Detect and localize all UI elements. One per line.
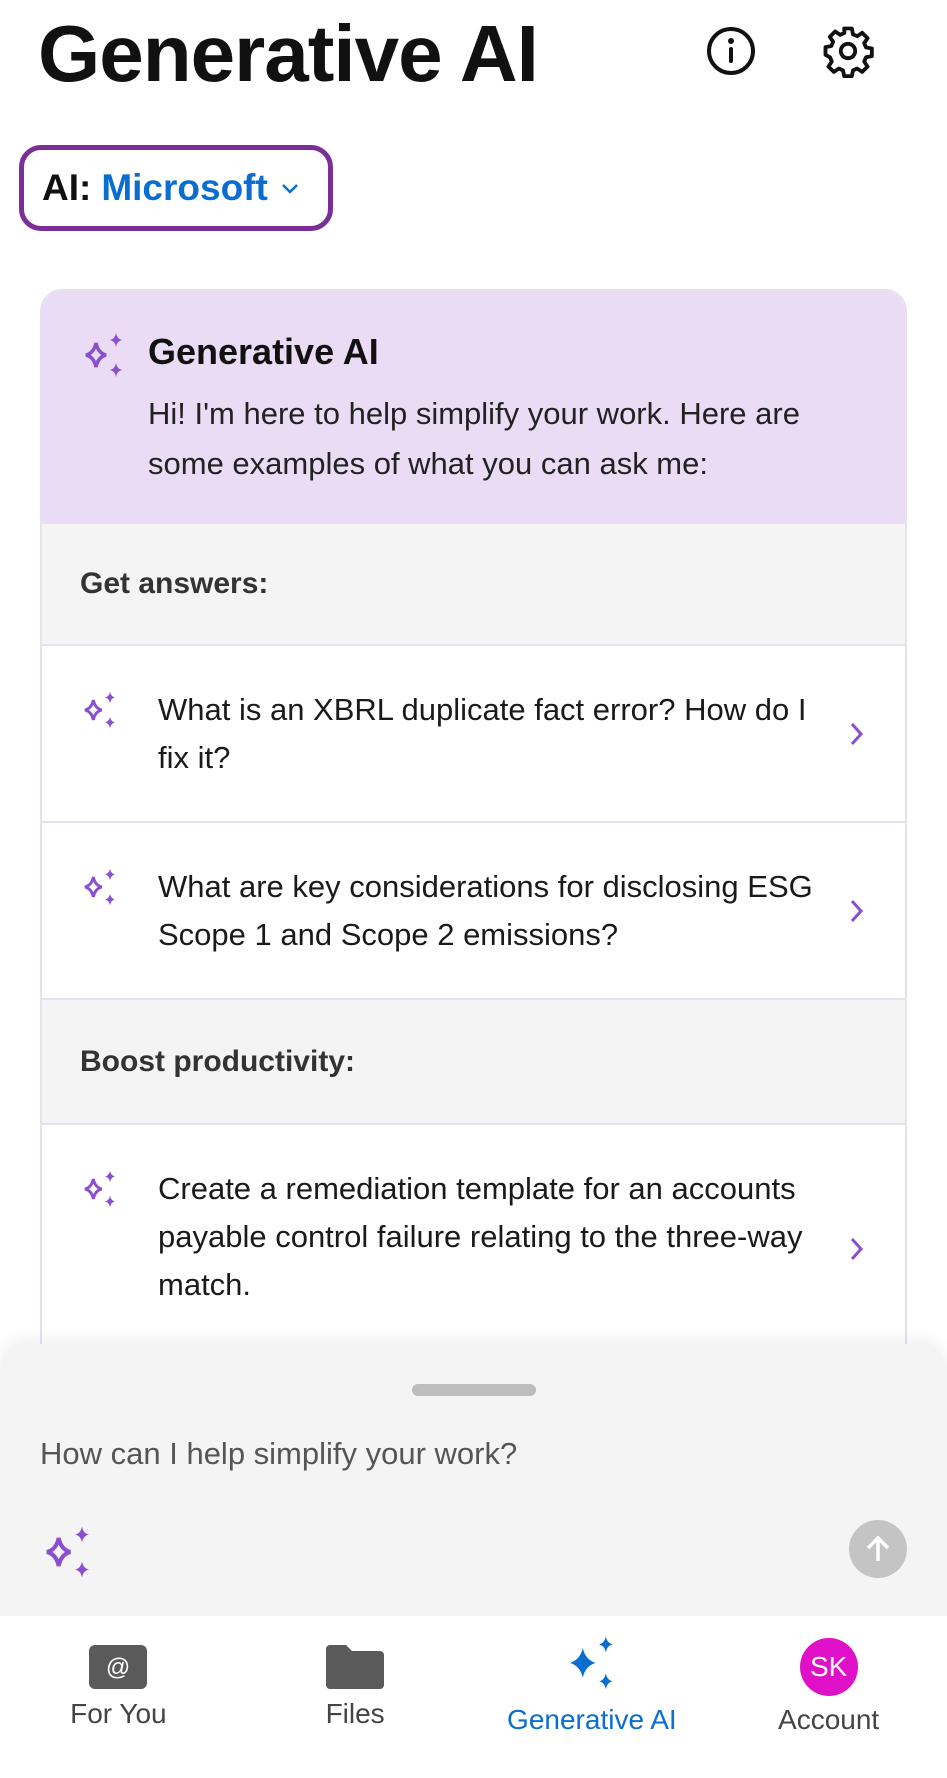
- suggestion-item[interactable]: [42, 1125, 905, 1349]
- sparkle-icon: [80, 331, 128, 379]
- tab-generative-ai[interactable]: [474, 1616, 711, 1778]
- page-title: Generative AI: [38, 9, 538, 98]
- tab-label: Account: [778, 1704, 880, 1735]
- selector-value: Microsoft: [101, 167, 268, 208]
- chevron-right-icon: [849, 720, 865, 748]
- tab-label: Generative AI: [507, 1704, 677, 1735]
- info-icon[interactable]: [704, 24, 758, 78]
- chevron-right-icon: [849, 1235, 865, 1263]
- card-title: Generative AI: [148, 331, 379, 372]
- suggestion-text: What is an XBRL duplicate fact error? How do I fix it?: [158, 692, 807, 775]
- chevron-down-icon: [280, 181, 300, 195]
- tab-account[interactable]: [710, 1616, 947, 1778]
- suggestion-item[interactable]: [42, 646, 905, 823]
- section-heading: Boost productivity:: [42, 1000, 905, 1125]
- tab-label: Files: [325, 1698, 385, 1729]
- gear-icon[interactable]: [821, 24, 875, 78]
- svg-text:@: @: [106, 1654, 131, 1681]
- sparkle-icon: [80, 690, 120, 730]
- at-sign-icon: [89, 1642, 147, 1692]
- folder-icon: [326, 1642, 384, 1692]
- tab-label: For You: [70, 1698, 167, 1729]
- suggestion-text: Create a remediation template for an accounts payable control failure relating to the three-way match.: [158, 1171, 803, 1302]
- card-header: [42, 291, 905, 524]
- sparkle-icon[interactable]: [40, 1524, 96, 1580]
- welcome-card: [40, 289, 907, 1349]
- avatar: SK: [800, 1638, 858, 1696]
- prompt-input[interactable]: [40, 1436, 900, 1472]
- drag-handle[interactable]: [412, 1384, 536, 1396]
- sparkle-icon: [80, 867, 120, 907]
- section-heading: Get answers:: [42, 524, 905, 646]
- ai-provider-selector[interactable]: [19, 145, 333, 231]
- composer-sheet: [0, 1344, 947, 1616]
- arrow-up-icon: [862, 1533, 894, 1565]
- selector-label: AI:: [42, 167, 92, 208]
- send-button[interactable]: [849, 1520, 907, 1578]
- sparkle-icon: [564, 1634, 620, 1694]
- tab-files[interactable]: [237, 1616, 474, 1778]
- suggestion-text: What are key considerations for disclosing ESG Scope 1 and Scope 2 emissions?: [158, 869, 813, 952]
- tab-for-you[interactable]: [0, 1616, 237, 1778]
- card-intro: Hi! I'm here to help simplify your work. Here are some examples of what you can ask me:: [148, 396, 800, 481]
- suggestion-item[interactable]: [42, 823, 905, 1000]
- bottom-nav: [0, 1616, 947, 1778]
- sparkle-icon: [80, 1169, 120, 1209]
- chevron-right-icon: [849, 897, 865, 925]
